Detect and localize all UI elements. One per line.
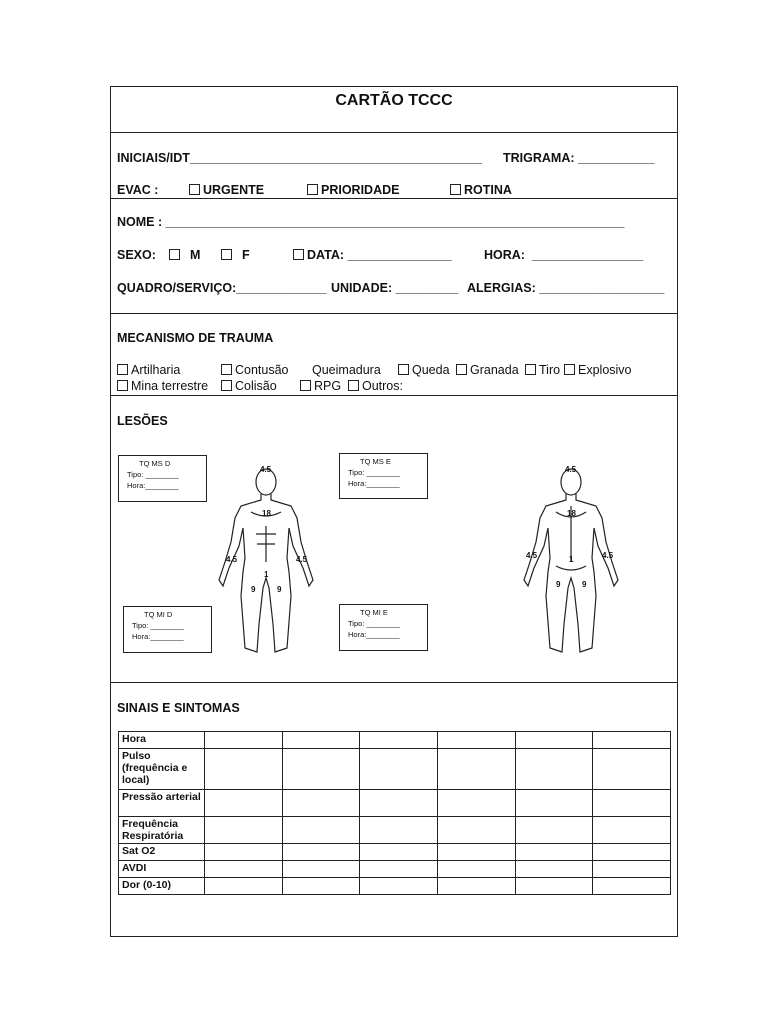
- back-left-leg-value: 9: [582, 580, 587, 589]
- vitals-value-cell[interactable]: [205, 861, 283, 878]
- allergy-label: ALERGIAS:: [467, 281, 536, 295]
- vitals-row-label: Dor (0-10): [119, 878, 205, 895]
- checkbox-outros[interactable]: [348, 380, 359, 391]
- vitals-value-cell[interactable]: [360, 732, 438, 749]
- trigram-line: ___________: [578, 151, 655, 165]
- trigram-label: TRIGRAMA:: [503, 151, 575, 165]
- vitals-value-cell[interactable]: [515, 817, 593, 844]
- checkbox-rotina[interactable]: [450, 184, 461, 195]
- tq-mi-e-hora: Hora:________: [348, 630, 400, 639]
- vitals-row: [119, 844, 671, 861]
- unit-field[interactable]: [331, 281, 458, 295]
- trauma-heading: MECANISMO DE TRAUMA: [117, 331, 274, 345]
- trauma-explosivo[interactable]: [564, 363, 632, 377]
- injuries-heading: LESÕES: [117, 414, 168, 428]
- vitals-value-cell[interactable]: [437, 861, 515, 878]
- vitals-value-cell[interactable]: [360, 878, 438, 895]
- quadro-field[interactable]: [117, 281, 327, 295]
- vitals-value-cell[interactable]: [593, 790, 671, 817]
- vitals-value-cell[interactable]: [282, 878, 360, 895]
- date-label: DATA:: [307, 248, 345, 262]
- vitals-value-cell[interactable]: [360, 749, 438, 790]
- trauma-artilharia-label: Artilharia: [131, 363, 181, 377]
- tq-ms-e-box[interactable]: [339, 453, 428, 499]
- trauma-mina-label: Mina terrestre: [131, 379, 209, 393]
- vitals-value-cell[interactable]: [437, 749, 515, 790]
- tq-ms-e-hora: Hora:________: [348, 479, 400, 488]
- vitals-value-cell[interactable]: [205, 817, 283, 844]
- front-body-diagram[interactable]: [211, 462, 321, 662]
- tq-ms-d-title: TQ MS D: [139, 459, 171, 468]
- trigram-field[interactable]: [503, 151, 654, 165]
- checkbox-sex-f[interactable]: [221, 249, 232, 260]
- back-head-value: 4.5: [565, 465, 577, 474]
- front-groin-value: 1: [264, 570, 269, 579]
- vitals-value-cell[interactable]: [360, 844, 438, 861]
- vitals-row: [119, 878, 671, 895]
- evac-urgente-label: URGENTE: [203, 183, 265, 197]
- vitals-value-cell[interactable]: [205, 790, 283, 817]
- trauma-tiro[interactable]: [525, 363, 560, 377]
- hour-label: HORA:: [484, 248, 525, 262]
- checkbox-sex-m[interactable]: [169, 249, 180, 260]
- vitals-row-label: Frequência Respiratória: [119, 817, 205, 844]
- back-center-value: 1: [569, 555, 574, 564]
- front-right-arm-value: 4.5: [226, 555, 238, 564]
- name-field[interactable]: [117, 215, 624, 229]
- back-body-diagram[interactable]: [516, 462, 626, 662]
- allergy-line: __________________: [539, 281, 665, 295]
- tq-ms-d-hora: Hora:________: [127, 481, 179, 490]
- unit-line: _________: [395, 281, 459, 295]
- tq-ms-d-box[interactable]: [118, 455, 207, 502]
- trauma-tiro-label: Tiro: [539, 363, 561, 377]
- vitals-value-cell[interactable]: [515, 732, 593, 749]
- trauma-outros[interactable]: [348, 379, 403, 393]
- tq-ms-d-tipo: Tipo: ________: [127, 470, 179, 479]
- initials-field[interactable]: [117, 151, 482, 165]
- tq-ms-e-title: TQ MS E: [360, 457, 391, 466]
- vitals-row: [119, 817, 671, 844]
- checkbox-tiro[interactable]: [525, 364, 536, 375]
- sex-label: SEXO:: [117, 248, 156, 262]
- vitals-value-cell[interactable]: [593, 878, 671, 895]
- vitals-value-cell[interactable]: [282, 732, 360, 749]
- trauma-queimadura[interactable]: [312, 363, 381, 377]
- vitals-value-cell[interactable]: [515, 749, 593, 790]
- vitals-row-label: Pressão arterial: [119, 790, 205, 817]
- vitals-value-cell[interactable]: [515, 844, 593, 861]
- vitals-row-label: Pulso (frequência e local): [119, 749, 205, 790]
- evac-prioridade-label: PRIORIDADE: [321, 183, 400, 197]
- tq-mi-d-tipo: Tipo: ________: [132, 621, 184, 630]
- vitals-value-cell[interactable]: [360, 790, 438, 817]
- vitals-value-cell[interactable]: [593, 732, 671, 749]
- evac-label: EVAC :: [117, 183, 159, 197]
- vitals-value-cell[interactable]: [282, 790, 360, 817]
- back-left-arm-value: 4.5: [602, 551, 614, 560]
- vitals-value-cell[interactable]: [205, 732, 283, 749]
- name-label: NOME :: [117, 215, 163, 229]
- trauma-mina[interactable]: [117, 379, 208, 393]
- vitals-row: [119, 732, 671, 749]
- evac-urgente[interactable]: [189, 183, 264, 197]
- vitals-value-cell[interactable]: [282, 861, 360, 878]
- vitals-row: [119, 790, 671, 817]
- trauma-section: [111, 314, 677, 396]
- checkbox-mina[interactable]: [117, 380, 128, 391]
- back-value: 18: [567, 509, 576, 518]
- title-section: [111, 87, 677, 133]
- checkbox-rpg[interactable]: [300, 380, 311, 391]
- vitals-row-label: Sat O2: [119, 844, 205, 861]
- front-right-leg-value: 9: [251, 585, 256, 594]
- tq-mi-d-hora: Hora:________: [132, 632, 184, 641]
- trauma-contusao-label: Contusão: [235, 363, 289, 377]
- quadro-line: _____________: [236, 281, 327, 295]
- card-title: CARTÃO TCCC: [335, 92, 453, 109]
- vitals-value-cell[interactable]: [437, 732, 515, 749]
- tq-mi-d-title: TQ MI D: [144, 610, 173, 619]
- vitals-value-cell[interactable]: [205, 844, 283, 861]
- initials-label: INICIAIS/IDT: [117, 151, 190, 165]
- trauma-explosivo-label: Explosivo: [578, 363, 632, 377]
- checkbox-contusao[interactable]: [221, 364, 232, 375]
- trauma-granada-label: Granada: [470, 363, 519, 377]
- trauma-colisao-label: Colisão: [235, 379, 277, 393]
- vitals-row: [119, 861, 671, 878]
- vitals-value-cell[interactable]: [593, 844, 671, 861]
- checkbox-colisao[interactable]: [221, 380, 232, 391]
- sex-f-label: F: [241, 248, 250, 262]
- vitals-table: [118, 731, 671, 895]
- trauma-granada[interactable]: [456, 363, 519, 377]
- tccc-card: [110, 86, 678, 937]
- vitals-value-cell[interactable]: [515, 790, 593, 817]
- vitals-value-cell[interactable]: [593, 817, 671, 844]
- patient-section: [111, 199, 677, 314]
- checkbox-queda[interactable]: [398, 364, 409, 375]
- quadro-label: QUADRO/SERVIÇO:: [117, 281, 237, 295]
- back-right-arm-value: 4.5: [526, 551, 538, 560]
- front-left-leg-value: 9: [277, 585, 282, 594]
- vitals-value-cell[interactable]: [282, 749, 360, 790]
- front-chest-value: 18: [262, 509, 271, 518]
- trauma-colisao[interactable]: [221, 379, 277, 393]
- vitals-row-label: AVDI: [119, 861, 205, 878]
- checkbox-prioridade[interactable]: [307, 184, 318, 195]
- trauma-artilharia[interactable]: [117, 363, 180, 377]
- trauma-queimadura-label: Queimadura: [312, 363, 381, 377]
- identification-section: [111, 133, 677, 199]
- sex-m-option[interactable]: [169, 248, 200, 262]
- date-field[interactable]: [293, 248, 452, 262]
- vitals-section: [111, 683, 677, 936]
- hour-line: ________________: [531, 248, 644, 262]
- tq-mi-e-box[interactable]: [339, 604, 428, 651]
- vitals-value-cell[interactable]: [282, 844, 360, 861]
- vitals-value-cell[interactable]: [205, 749, 283, 790]
- checkbox-date[interactable]: [293, 249, 304, 260]
- trauma-rpg[interactable]: [300, 379, 341, 393]
- vitals-value-cell[interactable]: [515, 878, 593, 895]
- vitals-value-cell[interactable]: [437, 878, 515, 895]
- sex-m-label: M: [189, 248, 201, 262]
- vitals-value-cell[interactable]: [437, 790, 515, 817]
- front-head-value: 4.5: [260, 465, 272, 474]
- trauma-outros-label: Outros:: [362, 379, 403, 393]
- vitals-value-cell[interactable]: [282, 817, 360, 844]
- injuries-section: [111, 396, 677, 683]
- tq-ms-e-tipo: Tipo: ________: [348, 468, 400, 477]
- evac-rotina[interactable]: [450, 183, 512, 197]
- tq-mi-d-box[interactable]: [123, 606, 212, 653]
- name-line: __________________________________________________________________: [165, 215, 625, 229]
- vitals-value-cell[interactable]: [515, 861, 593, 878]
- evac-prioridade[interactable]: [307, 183, 399, 197]
- trauma-queda-label: Queda: [412, 363, 450, 377]
- checkbox-granada[interactable]: [456, 364, 467, 375]
- vitals-value-cell[interactable]: [360, 861, 438, 878]
- trauma-rpg-label: RPG: [314, 379, 342, 393]
- checkbox-explosivo[interactable]: [564, 364, 575, 375]
- hour-field[interactable]: [484, 248, 643, 262]
- vitals-heading: SINAIS E SINTOMAS: [117, 701, 240, 715]
- unit-label: UNIDADE:: [331, 281, 393, 295]
- vitals-row: [119, 749, 671, 790]
- trauma-queda[interactable]: [398, 363, 450, 377]
- tq-mi-e-tipo: Tipo: ________: [348, 619, 400, 628]
- front-left-arm-value: 4.5: [296, 555, 308, 564]
- evac-rotina-label: ROTINA: [464, 183, 512, 197]
- tq-mi-e-title: TQ MI E: [360, 608, 388, 617]
- back-right-leg-value: 9: [556, 580, 561, 589]
- sex-f-option[interactable]: [221, 248, 250, 262]
- trauma-contusao[interactable]: [221, 363, 289, 377]
- checkbox-artilharia[interactable]: [117, 364, 128, 375]
- vitals-row-label: Hora: [119, 732, 205, 749]
- vitals-value-cell[interactable]: [205, 878, 283, 895]
- date-line: _______________: [347, 248, 452, 262]
- vitals-value-cell[interactable]: [593, 749, 671, 790]
- checkbox-urgente[interactable]: [189, 184, 200, 195]
- vitals-value-cell[interactable]: [437, 844, 515, 861]
- vitals-value-cell[interactable]: [360, 817, 438, 844]
- vitals-value-cell[interactable]: [437, 817, 515, 844]
- allergy-field[interactable]: [467, 281, 664, 295]
- vitals-value-cell[interactable]: [593, 861, 671, 878]
- initials-line: __________________________________________: [189, 151, 482, 165]
